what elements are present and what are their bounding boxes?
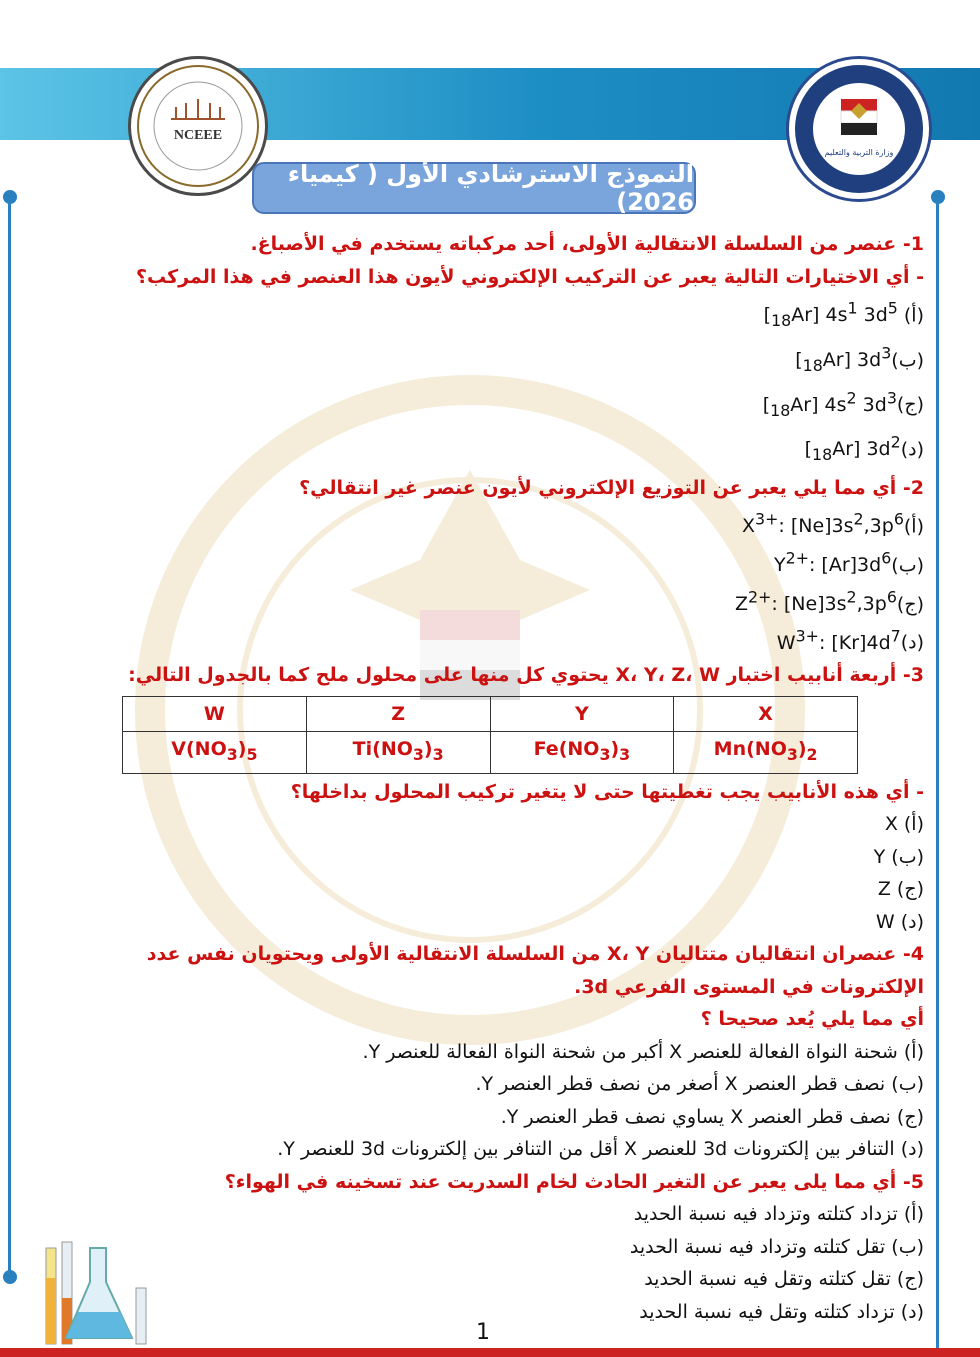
- nceee-logo: [128, 56, 268, 196]
- left-rail: [8, 198, 11, 1278]
- option-text: Y: [873, 845, 886, 868]
- option-text: شحنة النواة الفعالة للعنصر X أكبر من شحنة النواة الفعالة للعنصر Y.: [362, 1040, 898, 1063]
- option-b[interactable]: [100, 841, 924, 874]
- option-a[interactable]: [100, 1036, 924, 1069]
- option-text: $[_{18}Ar]$ $3d^3$: [795, 343, 892, 375]
- option-label: (ج): [896, 878, 924, 901]
- question-stem: أي مما يلي يعبر عن التوزيع الإلكتروني لأيون عنصر غير انتقالي؟: [299, 476, 897, 499]
- option-d[interactable]: [100, 427, 924, 472]
- option-c[interactable]: [100, 873, 924, 906]
- exam-title: النموذج الاسترشادي الأول ( كيمياء 2026): [287, 160, 694, 216]
- option-label: (ب): [891, 845, 924, 868]
- option-text: $Z^{2+}$: $[Ne]3s^2,3p^6$: [735, 587, 897, 615]
- option-label: (أ): [903, 813, 924, 836]
- question-2: [100, 472, 924, 660]
- option-text: التنافر بين إلكترونات 3d للعنصر X أقل من التنافر بين إلكترونات 3d للعنصر Y.: [277, 1138, 895, 1161]
- option-label: (ب): [891, 1235, 924, 1258]
- option-label: (د): [900, 438, 924, 461]
- right-rail: [936, 198, 939, 1348]
- question-stem: أي مما يلى يعبر عن التغير الحادث لخام السدريت عند تسخينه في الهواء؟: [224, 1170, 897, 1193]
- option-text: X: [884, 813, 898, 836]
- option-c[interactable]: [100, 1263, 924, 1296]
- question-number: 5-: [902, 1170, 924, 1193]
- option-b[interactable]: [100, 543, 924, 582]
- option-text: نصف قطر العنصر X أصغر من نصف قطر العنصر Y.: [475, 1073, 886, 1096]
- table-row: [123, 732, 858, 773]
- option-d[interactable]: [100, 906, 924, 939]
- svg-text:وزارة التربية والتعليم: وزارة التربية والتعليم: [824, 148, 894, 157]
- option-a[interactable]: [100, 293, 924, 338]
- table-header-row: [123, 696, 858, 732]
- table-cell: $Ti(NO_3)_3$: [306, 732, 490, 773]
- question-number: 2-: [902, 476, 924, 499]
- option-label: (د): [900, 910, 924, 933]
- exam-content: [100, 228, 924, 1328]
- question-sub: - أي الاختيارات التالية يعبر عن التركيب الإلكتروني لأيون هذا العنصر في هذا المركب؟: [136, 265, 924, 288]
- option-text: $X^{3+}$: $[Ne]3s^2,3p^6$: [742, 510, 904, 538]
- option-text: تقل كتلته وتقل فيه نسبة الحديد: [644, 1268, 891, 1291]
- option-label: (ب): [891, 1073, 924, 1096]
- question-4: [100, 938, 924, 1166]
- question-stem: عنصران انتقاليان متتاليان X، Y من السلسلة الانتقالية الأولى ويحتويان نفس عدد الإلكترونات في المستوى الفرعي 3d.: [146, 943, 924, 998]
- option-b[interactable]: [100, 1068, 924, 1101]
- option-d[interactable]: [100, 1133, 924, 1166]
- option-label: (ج): [896, 592, 924, 615]
- lab-glassware-illustration: [40, 1238, 160, 1348]
- option-b[interactable]: [100, 1231, 924, 1264]
- option-d[interactable]: [100, 1296, 924, 1329]
- question-1: [100, 228, 924, 472]
- question-5: [100, 1166, 924, 1329]
- left-rail-dot-top: [3, 190, 17, 204]
- option-label: (أ): [903, 1203, 924, 1226]
- table-cell: $Fe(NO_3)_3$: [490, 732, 674, 773]
- option-b[interactable]: [100, 338, 924, 383]
- option-a[interactable]: [100, 504, 924, 543]
- option-label: (أ): [903, 304, 924, 327]
- option-text: W: [875, 910, 895, 933]
- option-text: تزداد كتلته وتقل فيه نسبة الحديد: [639, 1300, 895, 1323]
- right-rail-dot-top: [931, 190, 945, 204]
- option-a[interactable]: [100, 808, 924, 841]
- page-number: 1: [476, 1320, 490, 1345]
- option-c[interactable]: [100, 582, 924, 621]
- table-header-cell: X: [674, 696, 858, 732]
- option-text: نصف قطر العنصر X يساوي نصف قطر العنصر Y.: [500, 1105, 891, 1128]
- option-label: (ب): [891, 348, 924, 371]
- option-label: (أ): [903, 515, 924, 538]
- question-sub: أي مما يلي يُعد صحيحا ؟: [700, 1008, 924, 1031]
- question-stem: أربعة أنابيب اختبار X، Y، Z، W يحتوي كل منها على محلول ملح كما بالجدول التالي:: [128, 664, 897, 687]
- table-header-cell: W: [123, 696, 307, 732]
- option-text: Z: [877, 878, 891, 901]
- question-number: 4-: [902, 943, 924, 966]
- option-label: (د): [900, 631, 924, 654]
- bottom-strip: [0, 1348, 980, 1357]
- option-label: (د): [900, 1300, 924, 1323]
- salt-table: [122, 696, 858, 774]
- option-text: $W^{3+}$: $[Kr]4d^7$: [776, 626, 901, 654]
- option-text: $[_{18}Ar]$ $3d^2$: [804, 432, 901, 464]
- option-text: $Y^{2+}$: $[Ar]3d^6$: [774, 548, 892, 577]
- option-d[interactable]: [100, 620, 924, 659]
- option-text: تزداد كتلته وتزداد فيه نسبة الحديد: [633, 1203, 898, 1226]
- exam-title-box: [252, 162, 696, 214]
- option-label: (ب): [891, 554, 924, 577]
- option-text: $[_{18}Ar]$ $4s^2$ $3d^3$: [762, 388, 897, 420]
- ministry-logo: [786, 56, 932, 202]
- table-cell: $V(NO_3)_5$: [123, 732, 307, 773]
- table-header-cell: Z: [306, 696, 490, 732]
- option-label: (ج): [896, 1268, 924, 1291]
- option-label: (ج): [896, 393, 924, 416]
- question-3: [100, 659, 924, 938]
- question-number: 3-: [902, 664, 924, 687]
- option-label: (أ): [903, 1040, 924, 1063]
- question-number: 1-: [902, 233, 924, 255]
- option-label: (د): [900, 1138, 924, 1161]
- option-c[interactable]: [100, 1101, 924, 1134]
- nceee-logo-text: NCEEE: [173, 128, 223, 143]
- option-a[interactable]: [100, 1198, 924, 1231]
- option-c[interactable]: [100, 382, 924, 427]
- option-text: تقل كتلته وتزداد فيه نسبة الحديد: [629, 1235, 886, 1258]
- question-sub: - أي هذه الأنابيب يجب تغطيتها حتى لا يتغير تركيب المحلول بداخلها؟: [290, 780, 924, 803]
- left-rail-dot-bottom: [3, 1270, 17, 1284]
- option-label: (ج): [896, 1105, 924, 1128]
- table-header-cell: Y: [490, 696, 674, 732]
- table-cell: $Mn(NO_3)_2$: [674, 732, 858, 773]
- question-stem: عنصر من السلسلة الانتقالية الأولى، أحد مركباته يستخدم في الأصباغ.: [250, 233, 897, 255]
- option-text: $[_{18}Ar]$ $4s^1$ $3d^5$: [763, 299, 898, 331]
